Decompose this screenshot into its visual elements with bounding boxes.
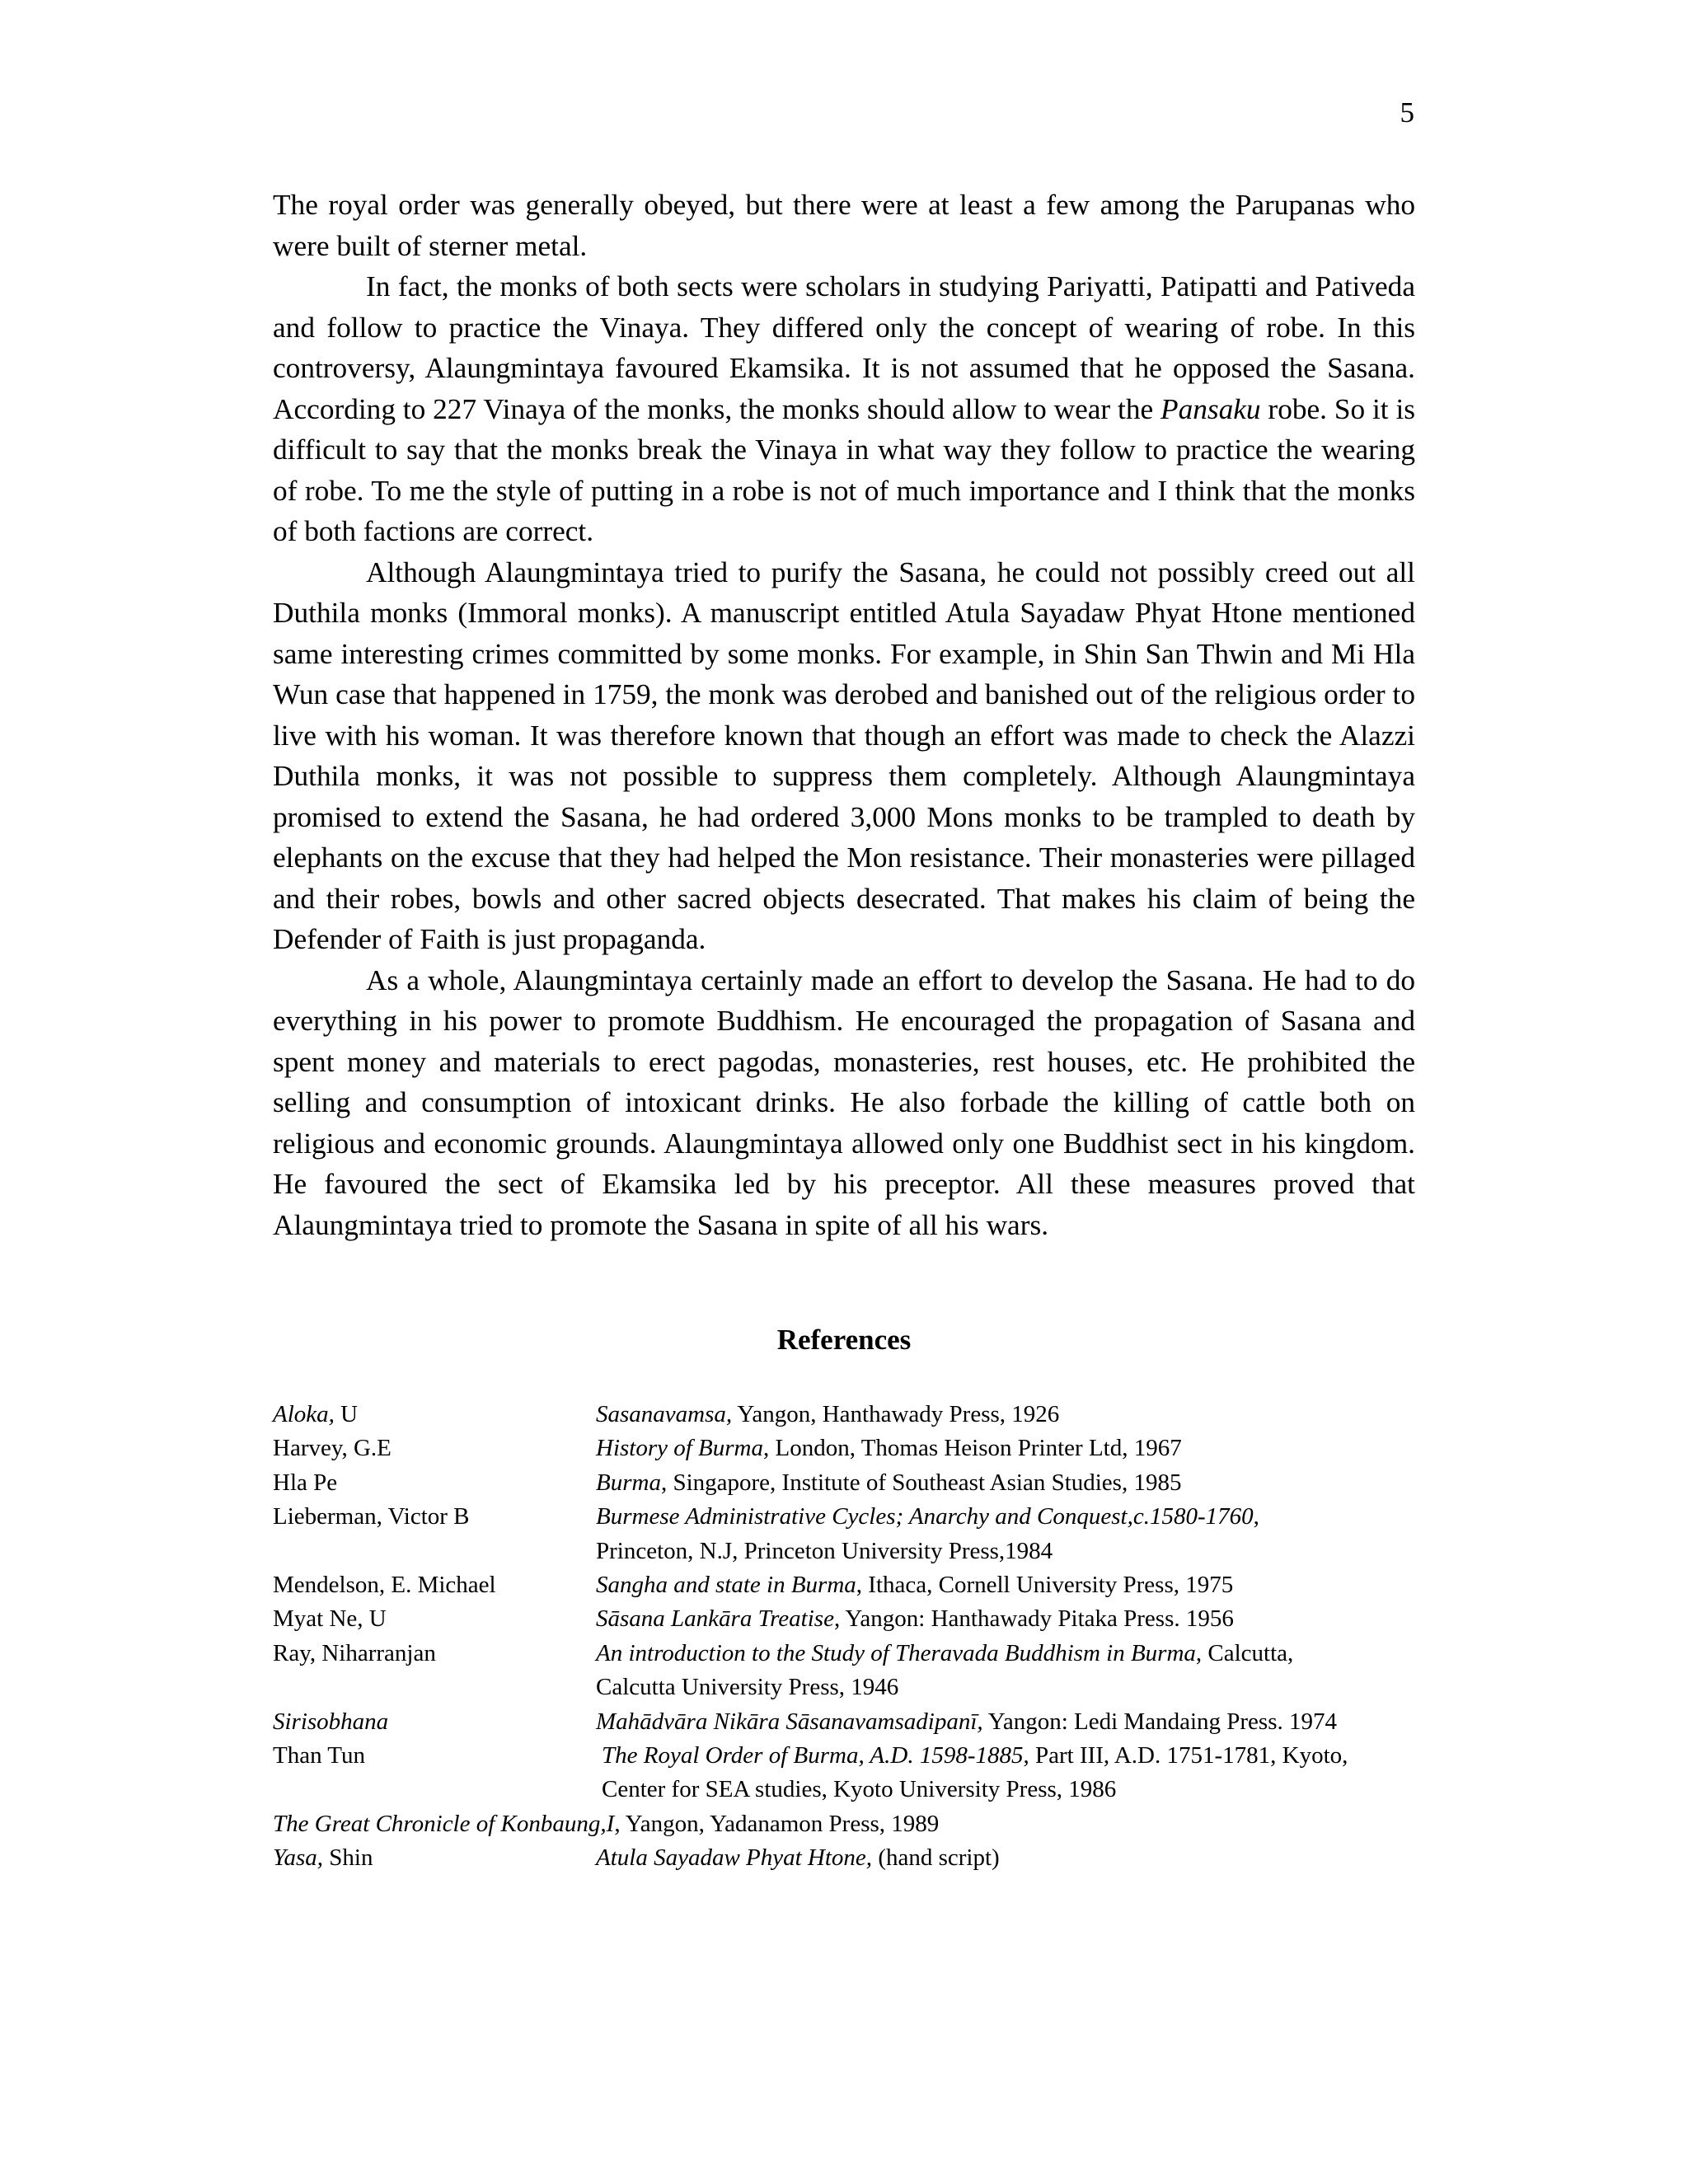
reference-line [596,1535,1427,1568]
reference-work-italic-text: Sasanavamsa, [596,1401,733,1427]
reference-author-text: Than Tun [273,1742,366,1769]
reference-author-text: Lieberman, Victor B [273,1503,470,1530]
reference-work [596,1739,1427,1807]
reference-entry [273,1500,1427,1568]
reference-author [273,1739,596,1773]
reference-work [596,1500,1427,1568]
reference-line [602,1773,1427,1807]
reference-line [602,1739,1427,1773]
reference-work-text: Yangon, Hanthawady Press, 1926 [732,1401,1060,1427]
reference-work-text: , Part III, A.D. 1751-1781, Kyoto, [1023,1742,1348,1769]
references-heading: References [776,1324,912,1356]
reference-line [596,1602,1427,1636]
reference-author-italic-text: Aloka, [273,1401,335,1427]
reference-author [273,1841,596,1875]
reference-author-italic-text: Yasa, [273,1844,324,1872]
reference-line [596,1398,1427,1432]
references-list [273,1398,1427,1876]
paragraph-1 [273,185,1415,266]
paragraph-text: In fact, the monks of both sects were scholars in studying Pariyatti, Patipatti and Pativeda and follow to practice the Vinaya. They differed only the concept of wearing of robe. In this controversy, Alaungmintaya favoured Ekamsika. It is not assumed that he opposed the Sasana. According to 227 Vinaya of the monks, the monks should allow to wear the [273,270,1415,425]
reference-work [596,1432,1427,1465]
reference-entry [273,1568,1427,1602]
reference-author-text: Harvey, G.E [273,1435,392,1462]
reference-entry [273,1637,1427,1705]
paragraph-text: As a whole, Alaungmintaya certainly made an effort to develop the Sasana. He had to do everything in his power to promote Buddhism. He encouraged the propagation of Sasana and spent money and materials to erect pagodas, monasteries, rest houses, etc. He prohibited the selling and consumption of intoxicant drinks. He also forbade the killing of cattle both on religious and economic grounds. Alaungmintaya allowed only one Buddhist sect in his kingdom. He favoured the sect of Ekamsika led by his preceptor. All these measures proved that Alaungmintaya tried to promote the Sasana in spite of all his wars. [273,963,1415,1241]
reference-work [596,1602,1427,1636]
reference-author-italic-text: The Great Chronicle of Konbaung,I [273,1810,615,1837]
reference-work [596,1841,1427,1875]
reference-author-text: Myat Ne, U [273,1605,387,1633]
paragraph-text: The royal order was generally obeyed, but there were at least a few among the Parupanas who were built of sterner metal. [273,189,1415,262]
reference-work-text: , Ithaca, Cornell University Press, 1975 [856,1572,1234,1599]
reference-entry [273,1739,1427,1807]
reference-author [273,1568,596,1602]
reference-line [596,1500,1427,1534]
reference-entry [273,1807,1427,1841]
paragraph-3 [273,552,1415,960]
reference-entry [273,1466,1427,1500]
reference-work-italic-text: Sangha and state in Burma [596,1572,856,1599]
reference-author-text: Ray, Niharranjan [273,1639,436,1666]
reference-work-italic-text: Burma [596,1469,661,1496]
reference-work [596,1568,1427,1602]
reference-entry [273,1705,1427,1739]
reference-entry [273,1602,1427,1636]
reference-work-italic-text: An introduction to the Study of Theravada Buddhism in Burma [596,1639,1196,1666]
reference-work-text: , [1253,1503,1259,1530]
reference-entry [273,1841,1427,1875]
reference-work [596,1637,1427,1705]
reference-author [273,1466,596,1500]
body-text [273,185,1415,1245]
reference-author [273,1432,596,1465]
reference-work-text: Yangon: Ledi Mandaing Press. 1974 [982,1708,1337,1735]
reference-work-text: , Calcutta, [1195,1639,1294,1666]
reference-work-text: , Yangon: Hanthawady Pitaka Press. 1956 [833,1605,1234,1633]
paragraph-text: Although Alaungmintaya tried to purify the Sasana, he could not possibly creed out all Duthila monks (Immoral monks). A manuscript entitled Atula Sayadaw Phyat Htone mentioned same interesting crimes committed by some monks. For example, in Shin San Thwin and Mi Hla Wun case that happened in 1759, the monk was derobed and banished out of the religious order to live with his woman. It was therefore known that though an effort was made to check the Alazzi Duthila monks, it was not possible to suppress them completely. Although Alaungmintaya promised to extend the Sasana, he had ordered 3,000 Mons monks to be trampled to death by elephants on the excuse that they had helped the Mon resistance. Their monasteries were pillaged and their robes, bowls and other sacred objects desecrated. That makes his claim of being the Defender of Faith is just propaganda. [273,555,1415,955]
reference-work-italic-text: Atula Sayadaw Phyat Htone, [596,1844,873,1872]
reference-line [596,1671,1427,1704]
page-number: 5 [1400,96,1414,129]
reference-work-text: Center for SEA studies, Kyoto University Press, 1986 [602,1776,1117,1803]
reference-line [596,1568,1427,1602]
reference-work-italic-text: Burmese Administrative Cycles; Anarchy and Conquest,c.1580-1760 [596,1503,1254,1530]
reference-work-text: , Singapore, Institute of Southeast Asian Studies, 1985 [660,1469,1182,1496]
reference-line [596,1637,1427,1671]
reference-author [273,1705,596,1739]
reference-author [273,1500,596,1534]
reference-work-text: Princeton, N.J, Princeton University Press,1984 [596,1537,1053,1564]
reference-line [596,1432,1427,1465]
reference-line [596,1841,1427,1875]
reference-work-italic-text: Mahādvāra Nikāra Sāsanavamsadipanī, [596,1708,983,1735]
reference-work-italic-text: Sāsana Lankāra Treatise [596,1605,834,1633]
reference-author [273,1398,596,1432]
reference-author [273,1637,596,1671]
reference-work-italic-text: History of Burma [596,1435,763,1462]
reference-work [596,1705,1427,1739]
reference-work [596,1466,1427,1500]
reference-line [596,1466,1427,1500]
reference-work-text: (hand script) [872,1844,1000,1872]
reference-work-text: Calcutta University Press, 1946 [596,1674,899,1701]
paragraph-2 [273,266,1415,552]
reference-work-italic-text: The Royal Order of Burma, A.D. 1598-1885 [602,1742,1024,1769]
reference-author-text: Mendelson, E. Michael [273,1572,496,1599]
reference-line [596,1705,1427,1739]
reference-author-text: , Yangon, Yadanamon Press, 1989 [614,1810,940,1837]
reference-author [273,1602,596,1636]
reference-author-text: U [334,1401,359,1427]
paragraph-4 [273,960,1415,1246]
reference-author-text: Hla Pe [273,1469,338,1496]
reference-author [273,1807,1427,1841]
reference-author-italic-text: Sirisobhana [273,1708,389,1735]
reference-work [596,1398,1427,1432]
reference-author-text: Shin [323,1844,373,1872]
paragraph-italic-text: Pansaku [1160,392,1261,425]
reference-entry [273,1398,1427,1432]
paragraph-text: robe. So it is difficult to say that the monks break the Vinaya in what way they follow to practice the wearing of robe. To me the style of putting in a robe is not of much importance and I think that the monks of both factions are correct. [273,392,1415,547]
reference-work-text: , London, Thomas Heison Printer Ltd, 1967 [763,1435,1182,1462]
reference-entry [273,1432,1427,1465]
